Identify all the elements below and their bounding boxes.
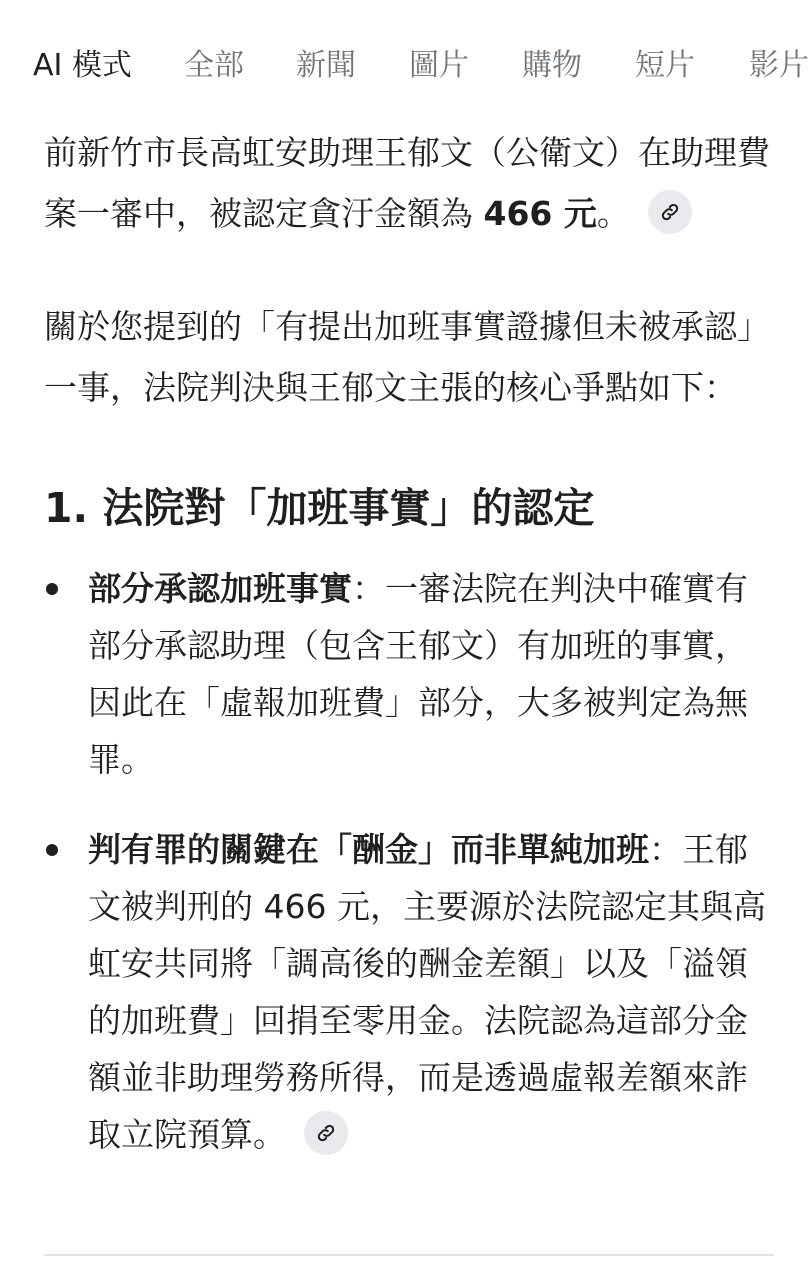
search-mode-tabs bbox=[0, 0, 809, 122]
list-item bbox=[44, 560, 774, 788]
tab-short-videos[interactable]: 短片 bbox=[635, 48, 695, 83]
point-text: ：王郁文被判刑的 466 元，主要源於法院認定其與高虹安共同將「調高後的酬金差額」以及「溢領的加班費」回捐至零用金。法院認為這部分金額並非助理勞務所得，而是透過虛報差額來詐取立院預算。 bbox=[88, 830, 766, 1154]
bullet-icon bbox=[46, 583, 58, 595]
bullet-icon bbox=[46, 844, 58, 856]
tab-videos[interactable]: 影片 bbox=[749, 48, 809, 83]
link-icon bbox=[315, 1122, 337, 1144]
intro-text: 前新竹市長高虹安助理王郁文（公衛文）在助理費案一審中，被認定貪汙金額為 bbox=[44, 133, 770, 233]
key-points-list bbox=[44, 560, 774, 1163]
point-heading: 判有罪的關鍵在「酬金」而非單純加班 bbox=[88, 830, 649, 869]
intro-amount: 466 元 bbox=[483, 194, 597, 233]
source-link-button[interactable] bbox=[304, 1111, 348, 1155]
tab-images[interactable]: 圖片 bbox=[409, 48, 469, 83]
intro-suffix: 。 bbox=[596, 194, 630, 233]
answer-intro bbox=[44, 122, 774, 244]
source-link-button[interactable] bbox=[648, 190, 692, 234]
list-item bbox=[44, 821, 774, 1163]
answer-context: 關於您提到的「有提出加班事實證據但未被承認」一事，法院判決與王郁文主張的核心爭點如下： bbox=[44, 307, 770, 407]
tab-shopping[interactable]: 購物 bbox=[522, 48, 582, 83]
tab-all[interactable]: 全部 bbox=[184, 48, 244, 83]
tab-news[interactable]: 新聞 bbox=[296, 48, 356, 83]
link-icon bbox=[659, 201, 681, 223]
section-title: 1. 法院對「加班事實」的認定 bbox=[44, 484, 595, 532]
ai-answer bbox=[44, 122, 774, 1163]
point-heading: 部分承認加班事實 bbox=[88, 569, 352, 608]
tab-ai-mode[interactable]: AI 模式 bbox=[33, 48, 132, 83]
divider bbox=[44, 1254, 774, 1256]
point-text: ：一審法院在判決中確實有部分承認助理（包含王郁文）有加班的事實，因此在「虛報加班費」部分，大多被判定為無罪。 bbox=[88, 569, 748, 779]
